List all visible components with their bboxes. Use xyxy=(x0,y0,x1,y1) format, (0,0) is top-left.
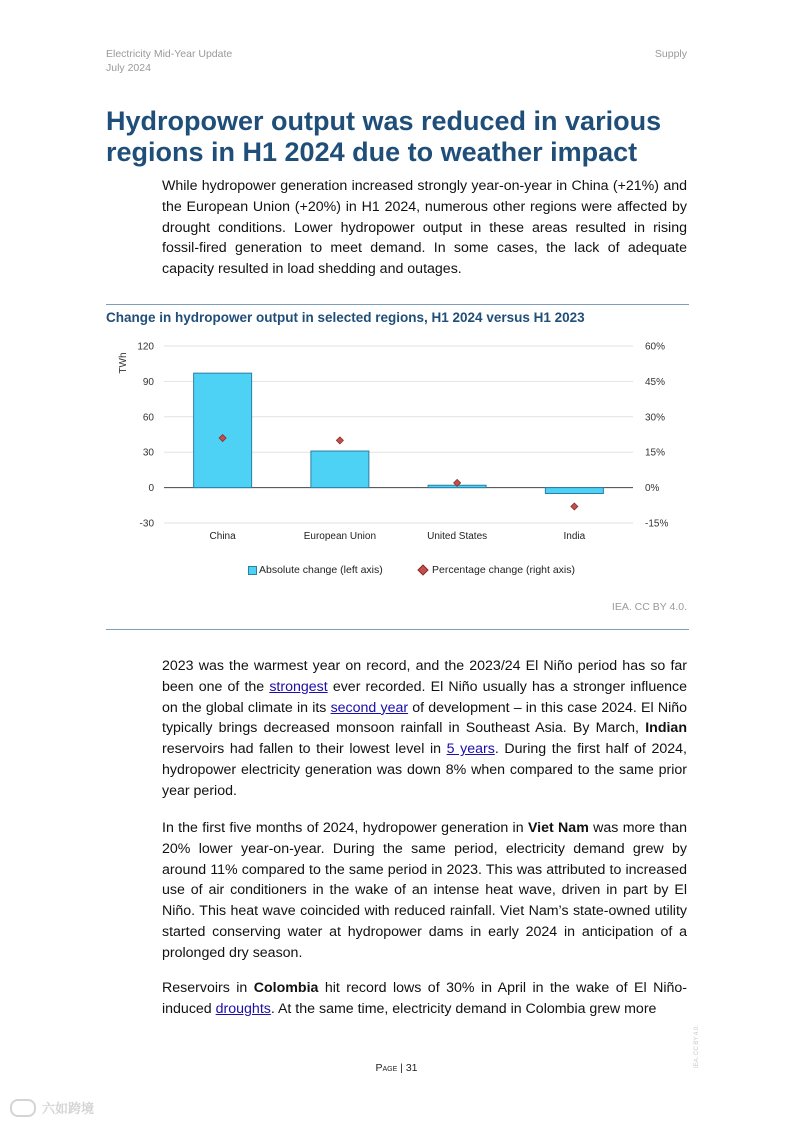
p2-bold-viet-nam: Viet Nam xyxy=(527,820,589,836)
legend-label-percentage: Percentage change (right axis) xyxy=(432,564,575,576)
y-tick-label-left: -30 xyxy=(139,518,154,530)
y-tick-label-right: 45% xyxy=(645,376,666,388)
y-tick-label-left: 90 xyxy=(142,376,154,388)
section-label: Supply xyxy=(654,48,687,60)
body-paragraph-3 xyxy=(162,978,687,1020)
legend-label-absolute: Absolute change (left axis) xyxy=(259,564,383,576)
watermark xyxy=(10,1098,94,1117)
p2-text-1: In the first five months of 2024, hydropower generation in xyxy=(162,820,528,836)
y-tick-label-right: 30% xyxy=(645,412,666,424)
body-paragraph-1 xyxy=(162,656,687,802)
p1-text-1: 2023 was the warmest year on record, and the 2023/24 El Niño period has so far been one of the xyxy=(162,658,687,695)
report-name: Electricity Mid-Year Update xyxy=(106,48,233,60)
page-label: Page xyxy=(375,1062,398,1074)
x-tick-label: India xyxy=(563,531,586,542)
y-tick-label-left: 0 xyxy=(148,483,154,495)
chart-source: IEA. CC BY 4.0. xyxy=(611,601,687,613)
y-tick-label-left: 120 xyxy=(137,341,154,353)
p1-bold-indian: Indian xyxy=(645,720,687,737)
link-5-years[interactable]: 5 years xyxy=(446,741,495,758)
y-tick-label-right: -15% xyxy=(645,518,669,530)
chart-bottom-divider xyxy=(106,629,689,630)
p1-text-4: reservoirs had fallen to their lowest level in xyxy=(162,741,447,758)
marker-european-union xyxy=(336,437,343,444)
legend-item-absolute xyxy=(248,564,383,576)
intro-paragraph: While hydropower generation increased strongly year-on-year in China (+21%) and the European Union (+20%) in H1 2024, numerous other regions were affected by drought conditions. Lower hydropower output in these areas resulted in rising fossil-fired generation to meet demand. In some cases, the lack of adequate capacity resulted in load shedding and outages. xyxy=(162,178,687,278)
bar-india xyxy=(545,488,603,494)
y-tick-label-left: 30 xyxy=(142,447,154,459)
legend-bar-swatch xyxy=(248,566,257,575)
page-footer: Page | 31 xyxy=(375,1062,418,1074)
running-header xyxy=(106,47,232,75)
page-title: Hydropower output was reduced in various regions in H1 2024 due to weather impact xyxy=(106,106,662,167)
p3-text-3: . At the same time, electricity demand in Colombia grew more xyxy=(270,1000,657,1017)
y-tick-label-right: 0% xyxy=(645,483,660,495)
p3-text-1: Reservoirs in xyxy=(162,980,254,996)
y-axis-label: TWh xyxy=(118,352,129,374)
p1-text-2: ever recorded. El Niño usually has a stronger influence on the global climate in its xyxy=(162,678,687,716)
legend-item-percentage xyxy=(417,564,575,576)
x-tick-label: European Union xyxy=(303,531,377,542)
y-tick-label-left: 60 xyxy=(142,412,154,424)
p1-text-3: of development – in this case 2024. El Niño typically brings decreased monsoon rainfall in Southeast Asia. By March, xyxy=(162,699,687,737)
p3-bold-colombia: Colombia xyxy=(253,980,319,996)
y-tick-label-right: 60% xyxy=(645,341,666,353)
link-droughts[interactable]: droughts xyxy=(215,1000,271,1017)
legend-diamond-swatch xyxy=(417,564,428,575)
body-paragraph-2 xyxy=(162,818,687,964)
marker-india xyxy=(571,503,578,510)
page-number: 31 xyxy=(405,1062,418,1074)
bar-china xyxy=(194,373,252,487)
side-license-mark: IEA. CC BY 4.0. xyxy=(694,1025,700,1068)
p2-text-2: was more than 20% lower year-on-year. During the same period, electricity demand grew by around 11% compared to the same period in 2023. This was attributed to increased use of air conditioners in the wake of an intense heat wave, driven in part by El Niño. This heat wave coincided with reduced rainfall. Viet Nam’s state-owned utility started conserving water at hydropower dams in early 2024 in anticipation of a prolonged dry season. xyxy=(162,820,687,961)
chart-title: Change in hydropower output in selected regions, H1 2024 versus H1 2023 xyxy=(106,310,585,325)
report-date: July 2024 xyxy=(106,62,151,74)
link-second-year[interactable]: second year xyxy=(330,699,409,716)
p3-text-2: hit record lows of 30% in April in the wake of El Niño-induced xyxy=(162,980,687,1017)
p1-text-5: . During the first half of 2024, hydropower electricity generation was down 8% when compared to the same prior year period. xyxy=(162,741,687,799)
chart-top-divider xyxy=(106,304,689,305)
link-strongest[interactable]: strongest xyxy=(269,678,328,695)
watermark-text: 六如跨境 xyxy=(42,1101,95,1116)
x-tick-label: China xyxy=(209,531,236,542)
y-tick-label-right: 15% xyxy=(645,447,666,459)
hydropower-chart xyxy=(106,335,689,555)
bar-european-union xyxy=(311,451,369,488)
x-tick-label: United States xyxy=(427,531,488,542)
watermark-logo-icon xyxy=(10,1099,36,1117)
